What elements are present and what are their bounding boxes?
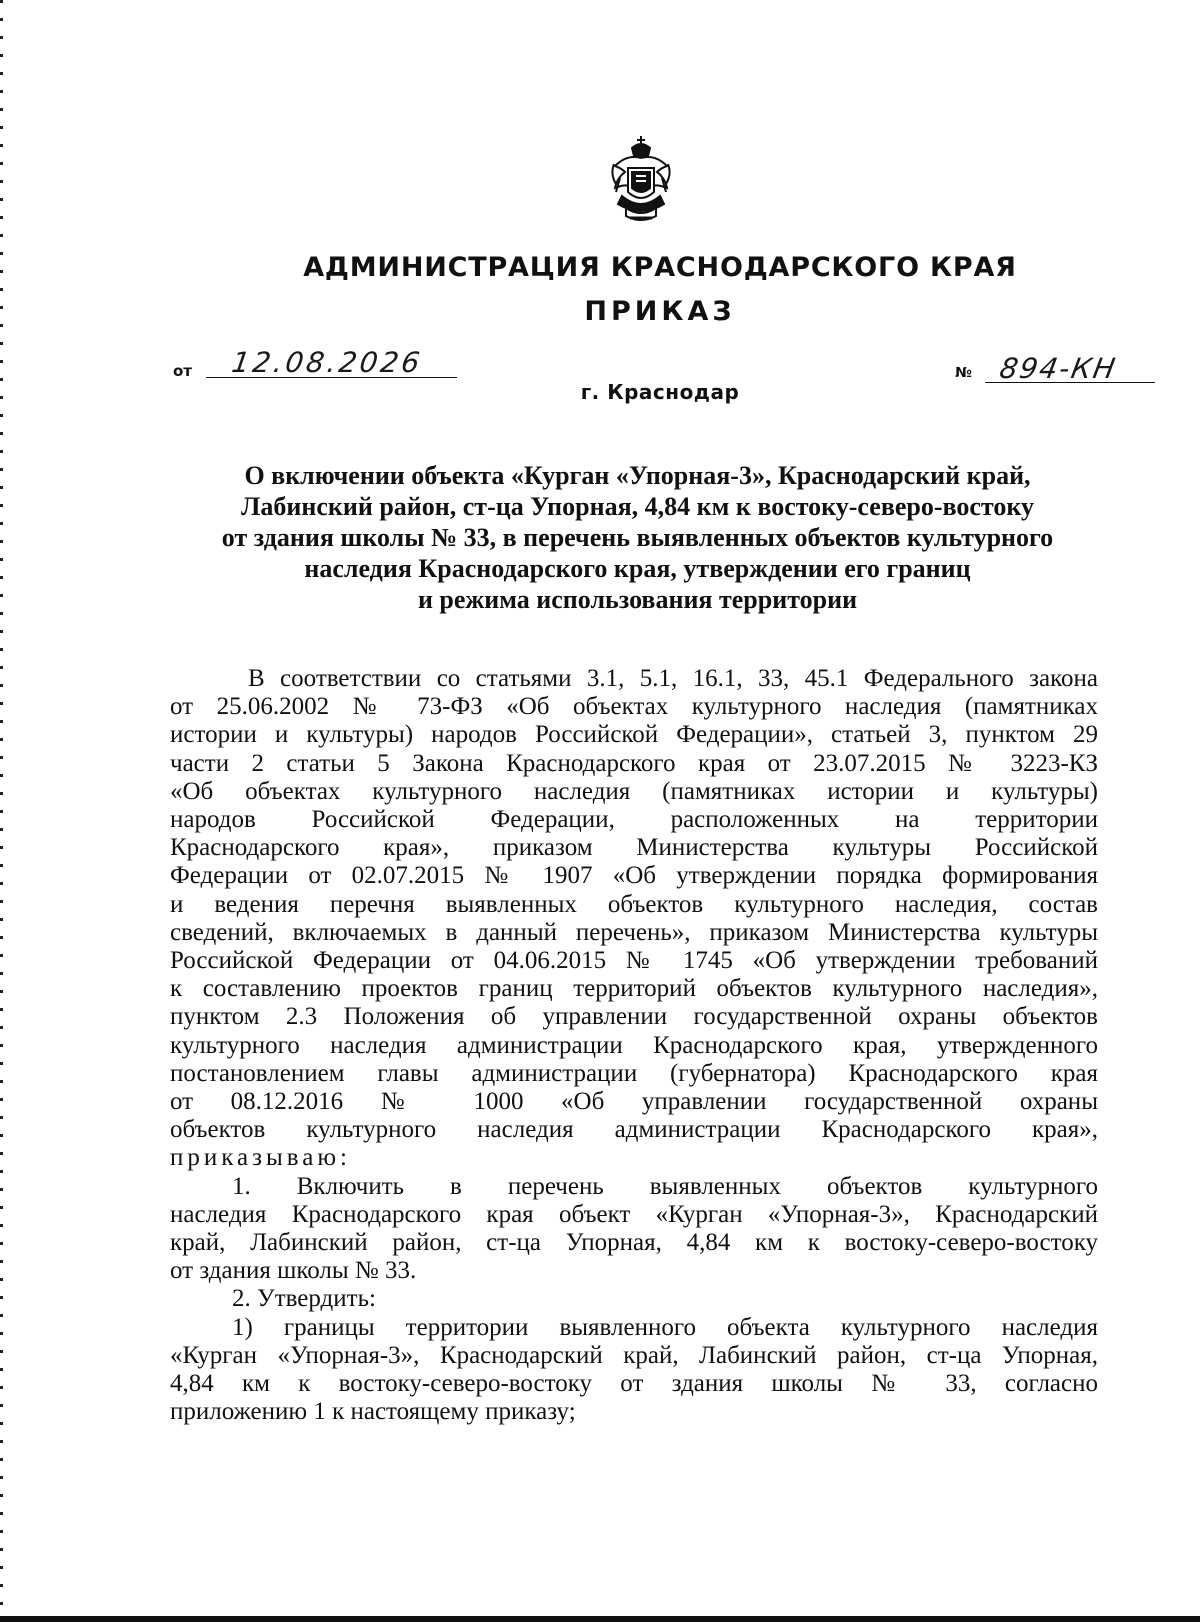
order-body xyxy=(170,665,1098,1426)
body-line: к составлению проектов границ территорий объектов культурного наследия», xyxy=(170,975,1098,1003)
date-prefix: от xyxy=(173,362,192,380)
body-line: Федерации от 02.07.2015 № 1907 «Об утверждении порядка формирования xyxy=(170,862,1098,890)
item-1-line: край, Лабинский район, ст-ца Упорная, 4,84 км к востоку-северо-востоку xyxy=(170,1229,1098,1257)
subitem-1-line: приложению 1 к настоящему приказу; xyxy=(170,1398,576,1426)
document-type: ПРИКАЗ xyxy=(584,296,736,327)
body-line: от 08.12.2016 № 1000 «Об управлении государственной охраны xyxy=(170,1088,1098,1116)
subject-line: О включении объекта «Курган «Упорная-3», Краснодарский край, xyxy=(244,461,1031,490)
handwritten-date: 12.08.2026 xyxy=(229,346,425,379)
subject-line: и режима использования территории xyxy=(417,585,858,614)
body-line: сведений, включаемых в данный перечень», приказом Министерства культуры xyxy=(170,918,1098,946)
subitem-1-line: 4,84 км к востоку-северо-востоку от здания школы № 33, согласно xyxy=(170,1370,1098,1398)
body-line: части 2 статьи 5 Закона Краснодарского края от 23.07.2015 № 3223-КЗ xyxy=(170,749,1098,777)
subitem-1-line: 1) границы территории выявленного объекта культурного наследия xyxy=(232,1313,1098,1341)
coat-of-arms-icon xyxy=(608,134,674,226)
subject-line: от здания школы № 33, в перечень выявленных объектов культурного xyxy=(221,523,1054,552)
body-line: объектов культурного наследия администрации Краснодарского края», xyxy=(170,1116,1098,1144)
body-line: Краснодарского края», приказом Министерства культуры Российской xyxy=(170,834,1098,862)
body-line: пунктом 2.3 Положения об управлении государственной охраны объектов xyxy=(170,1003,1098,1031)
body-line: Российской Федерации от 04.06.2015 № 1745 «Об утверждении требований xyxy=(170,947,1098,975)
body-line: постановлением главы администрации (губернатора) Краснодарского края xyxy=(170,1059,1098,1087)
item-1-line: от здания школы № 33. xyxy=(170,1257,417,1285)
handwritten-number: 894-КН xyxy=(997,352,1120,385)
item-1-line: 1. Включить в перечень выявленных объектов культурного xyxy=(232,1172,1098,1200)
scan-edge-left xyxy=(0,0,3,1622)
order-subject xyxy=(175,460,1100,615)
body-line: «Об объектах культурного наследия (памятниках истории и культуры) xyxy=(170,777,1098,805)
body-line: В соответствии со статьями 3.1, 5.1, 16.1, 33, 45.1 Федерального закона xyxy=(248,665,1098,692)
body-line: и ведения перечня выявленных объектов культурного наследия, состав xyxy=(170,890,1098,918)
body-line: от 25.06.2002 № 73-ФЗ «Об объектах культурного наследия (памятниках xyxy=(170,693,1098,721)
subject-line: наследия Краснодарского края, утверждении его границ xyxy=(304,554,971,583)
subject-line: Лабинский район, ст-ца Упорная, 4,84 км к востоку-северо-востоку xyxy=(241,492,1034,521)
order-directive: приказываю: xyxy=(170,1144,351,1172)
body-line: культурного наследия администрации Краснодарского края, утвержденного xyxy=(170,1031,1098,1059)
subitem-1-line: «Курган «Упорная-3», Краснодарский край, Лабинский район, ст-ца Упорная, xyxy=(170,1341,1098,1369)
number-prefix: № xyxy=(955,365,972,381)
item-1-line: наследия Краснодарского края объект «Курган «Упорная-3», Краснодарский xyxy=(170,1200,1098,1228)
body-line: истории и культуры) народов Российской Федерации», статьей 3, пунктом 29 xyxy=(170,721,1098,749)
item-2-heading: 2. Утвердить: xyxy=(232,1285,376,1313)
organization-title: АДМИНИСТРАЦИЯ КРАСНОДАРСКОГО КРАЯ xyxy=(303,252,1017,283)
city: г. Краснодар xyxy=(580,380,740,404)
scan-edge-bottom xyxy=(0,1616,1200,1622)
body-line: народов Российской Федерации, расположенных на территории xyxy=(170,806,1098,834)
